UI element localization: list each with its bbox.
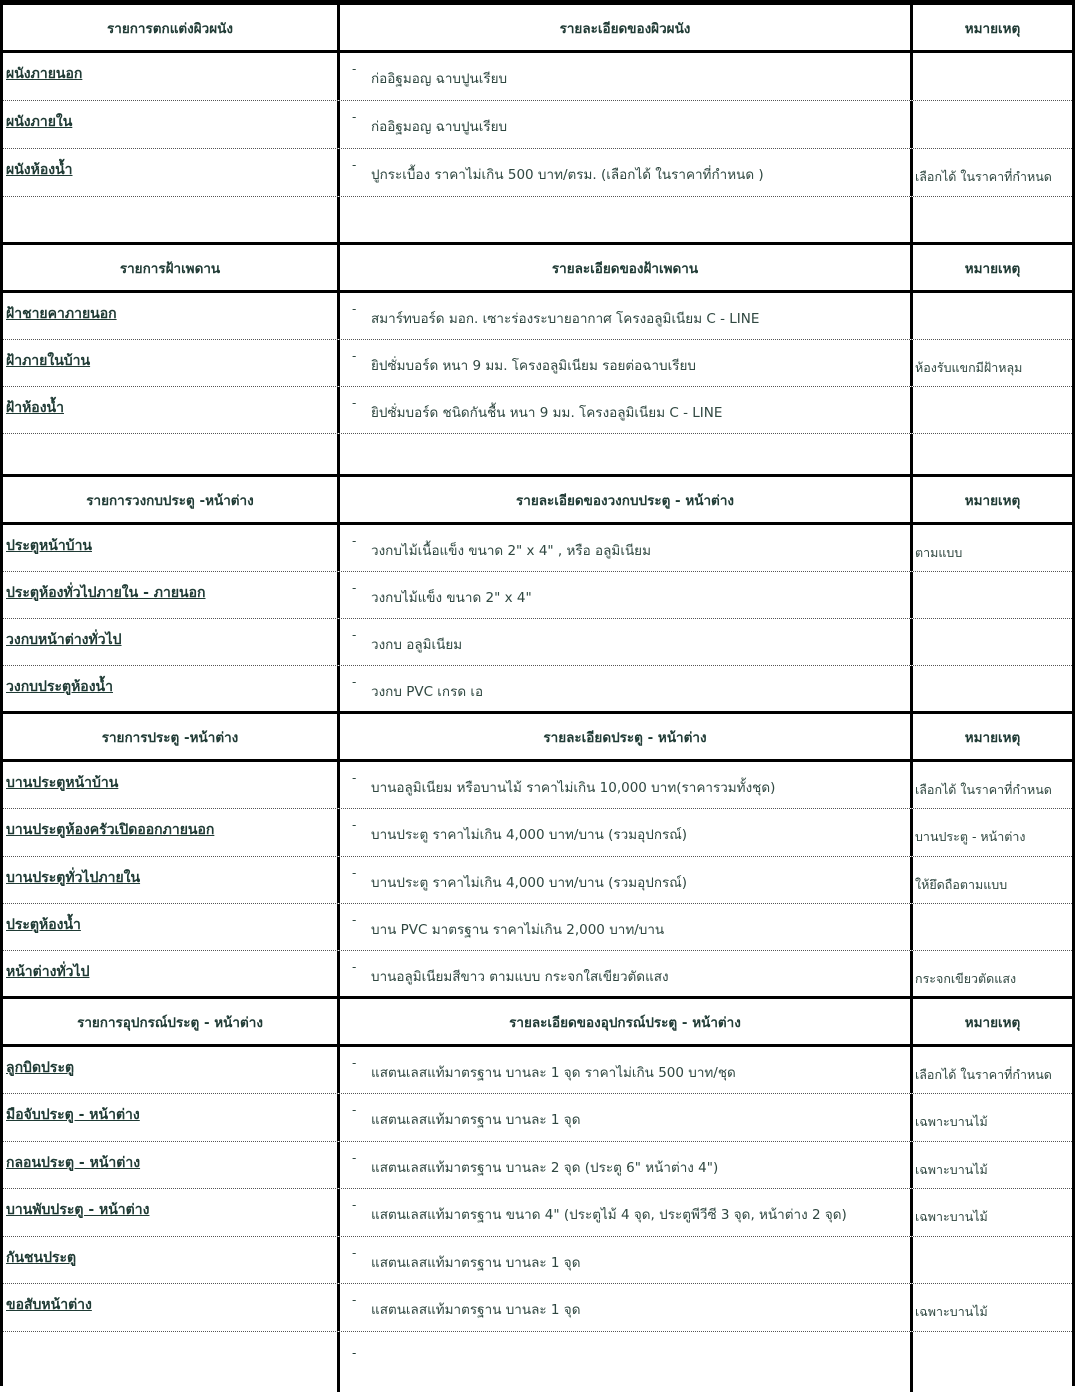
table-row <box>3 809 1072 857</box>
column-header-item: รายการวงกบประตู -หน้าต่าง <box>86 492 254 509</box>
bullet-dash: - <box>352 818 357 832</box>
item-note: เฉพาะบานไม้ <box>910 1142 1072 1188</box>
table-row <box>3 857 1072 904</box>
item-label: ลูกบิดประตู <box>6 1060 75 1076</box>
item-label: ประตูหน้าบ้าน <box>6 538 92 554</box>
item-detail: -วงกบไม้แข็ง ขนาด 2" x 4" <box>337 572 910 618</box>
table-row <box>3 666 1072 714</box>
item-note <box>910 619 1072 665</box>
table-row <box>3 340 1072 387</box>
item-label: มือจับประตู - หน้าต่าง <box>6 1107 140 1123</box>
column-header-note: หมายเหตุ <box>910 5 1072 50</box>
table-row <box>3 293 1072 340</box>
item-note: ให้ยึดถือตามแบบ <box>910 857 1072 903</box>
column-header-detail: รายละเอียดประตู - หน้าต่าง <box>337 714 910 759</box>
item-detail: -บาน PVC มาตรฐาน ราคาไม่เกิน 2,000 บาท/บาน <box>337 904 910 950</box>
item-note: เลือกได้ ในราคาที่กำหนด <box>910 762 1072 808</box>
section-header-hardware <box>3 999 1072 1047</box>
column-header-detail: รายละเอียดของวงกบประตู - หน้าต่าง <box>337 477 910 522</box>
column-header-detail: รายละเอียดของฝ้าเพดาน <box>337 245 910 290</box>
item-detail: -แสตนเลสแท้มาตรฐาน ขนาด 4" (ประตูไม้ 4 จุด, ประตูพีวีซี 3 จุด, หน้าต่าง 2 จุด) <box>337 1189 910 1236</box>
table-row <box>3 525 1072 572</box>
empty-row <box>3 1332 1072 1392</box>
item-note: เฉพาะบานไม้ <box>910 1189 1072 1236</box>
item-detail: -แสตนเลสแท้มาตรฐาน บานละ 1 จุด ราคาไม่เกิน 500 บาท/ชุด <box>337 1047 910 1093</box>
section-header-ceilings <box>3 245 1072 293</box>
column-header-note: หมายเหตุ <box>910 999 1072 1044</box>
item-label: กลอนประตู - หน้าต่าง <box>6 1155 141 1171</box>
empty-row <box>3 434 1072 477</box>
bullet-dash: - <box>352 771 357 785</box>
table-row <box>3 1284 1072 1332</box>
item-note <box>910 1237 1072 1283</box>
bullet-dash: - <box>352 1246 357 1260</box>
item-detail: -บานอลูมิเนียม หรือบานไม้ ราคาไม่เกิน 10,000 บาท(ราคารวมทั้งชุด) <box>337 762 910 808</box>
item-note: เฉพาะบานไม้ <box>910 1284 1072 1331</box>
column-header-item: รายการประตู -หน้าต่าง <box>101 729 239 746</box>
bullet-dash: - <box>352 581 357 595</box>
item-label: ฝ้าห้องน้ำ <box>6 400 64 416</box>
item-label: ฝ้าชายคาภายนอก <box>6 306 117 322</box>
bullet-dash: - <box>352 396 357 410</box>
item-note <box>910 293 1072 339</box>
item-note: บานประตู - หน้าต่าง <box>910 809 1072 856</box>
bullet-dash: - <box>352 1103 357 1117</box>
item-label: วงกบหน้าต่างทั่วไป <box>6 632 122 648</box>
item-note <box>910 53 1072 100</box>
item-label: ผนังภายนอก <box>6 66 83 82</box>
table-row <box>3 1237 1072 1284</box>
item-note: เฉพาะบานไม้ <box>910 1094 1072 1141</box>
column-header-note: หมายเหตุ <box>910 245 1072 290</box>
item-detail: -แสตนเลสแท้มาตรฐาน บานละ 1 จุด <box>337 1284 910 1331</box>
bullet-dash: - <box>352 158 357 172</box>
item-detail: -ยิปซั่มบอร์ด ชนิดกันชื้น หนา 9 มม. โครงอลูมิเนียม C - LINE <box>337 387 910 433</box>
item-note <box>910 572 1072 618</box>
table-row <box>3 572 1072 619</box>
table-row <box>3 619 1072 666</box>
item-label: บานประตูห้องครัวเปิดออกภายนอก <box>6 822 215 838</box>
table-row <box>3 1189 1072 1237</box>
item-detail: -แสตนเลสแท้มาตรฐาน บานละ 2 จุด (ประตู 6" หน้าต่าง 4") <box>337 1142 910 1188</box>
item-label: ประตูห้องทั่วไปภายใน - ภายนอก <box>6 585 206 601</box>
item-note: ห้องรับแขกมีฝ้าหลุม <box>910 340 1072 386</box>
column-header-detail: รายละเอียดของผิวผนัง <box>337 5 910 50</box>
column-header-item: รายการอุปกรณ์ประตู - หน้าต่าง <box>77 1014 263 1031</box>
item-detail: -สมาร์ทบอร์ด มอก. เซาะร่องระบายอากาศ โครงอลูมิเนียม C - LINE <box>337 293 910 339</box>
bullet-dash: - <box>352 62 357 76</box>
bullet-dash: - <box>352 1293 357 1307</box>
item-label: ขอสับหน้าต่าง <box>6 1297 92 1313</box>
item-note <box>910 904 1072 950</box>
table-row <box>3 762 1072 809</box>
item-detail: -วงกบ อลูมิเนียม <box>337 619 910 665</box>
item-detail: -ก่ออิฐมอญ ฉาบปูนเรียบ <box>337 53 910 100</box>
item-detail: -วงกบไม้เนื้อแข็ง ขนาด 2" x 4" , หรือ อลูมิเนียม <box>337 525 910 571</box>
item-detail: -แสตนเลสแท้มาตรฐาน บานละ 1 จุด <box>337 1237 910 1283</box>
bullet-dash: - <box>352 302 357 316</box>
column-header-detail: รายละเอียดของอุปกรณ์ประตู - หน้าต่าง <box>337 999 910 1044</box>
item-detail: -แสตนเลสแท้มาตรฐาน บานละ 1 จุด <box>337 1094 910 1141</box>
item-detail: -ก่ออิฐมอญ ฉาบปูนเรียบ <box>337 101 910 148</box>
item-label: ผนังภายใน <box>6 114 73 130</box>
item-label: บานประตูหน้าบ้าน <box>6 775 119 791</box>
item-note <box>910 666 1072 711</box>
table-row <box>3 1047 1072 1094</box>
item-detail: -ปูกระเบื้อง ราคาไม่เกิน 500 บาท/ตรม. (เลือกได้ ในราคาที่กำหนด ) <box>337 149 910 196</box>
section-header-walls <box>3 5 1072 53</box>
table-row <box>3 904 1072 951</box>
bullet-dash: - <box>352 349 357 363</box>
table-row <box>3 1094 1072 1142</box>
column-header-note: หมายเหตุ <box>910 477 1072 522</box>
bullet-dash: - <box>352 534 357 548</box>
item-detail: -บานประตู ราคาไม่เกิน 4,000 บาท/บาน (รวมอุปกรณ์) <box>337 857 910 903</box>
table-row <box>3 149 1072 197</box>
bullet-dash: - <box>352 1056 357 1070</box>
bullet-dash: - <box>352 960 357 974</box>
table-row <box>3 387 1072 434</box>
section-header-frames <box>3 477 1072 525</box>
table-row <box>3 1142 1072 1189</box>
bullet-dash: - <box>352 675 357 689</box>
item-note: กระจกเขียวตัดแสง <box>910 951 1072 996</box>
item-label: ประตูห้องน้ำ <box>6 917 81 933</box>
item-detail: -บานประตู ราคาไม่เกิน 4,000 บาท/บาน (รวมอุปกรณ์) <box>337 809 910 856</box>
bullet-dash: - <box>352 913 357 927</box>
column-header-note: หมายเหตุ <box>910 714 1072 759</box>
item-note <box>910 101 1072 148</box>
bullet-dash: - <box>352 628 357 642</box>
item-note <box>910 387 1072 433</box>
item-note: เลือกได้ ในราคาที่กำหนด <box>910 1047 1072 1093</box>
column-header-item: รายการฝ้าเพดาน <box>119 260 221 277</box>
item-detail: -วงกบ PVC เกรด เอ <box>337 666 910 711</box>
item-note: เลือกได้ ในราคาที่กำหนด <box>910 149 1072 196</box>
item-label: ผนังห้องน้ำ <box>6 162 73 178</box>
table-row <box>3 53 1072 101</box>
section-header-doors-windows <box>3 714 1072 762</box>
item-label: บานประตูทั่วไปภายใน <box>6 870 141 886</box>
table-row <box>3 951 1072 999</box>
bullet-dash: - <box>352 866 357 880</box>
item-label: กันชนประตู <box>6 1250 77 1266</box>
item-detail: -ยิปซั่มบอร์ด หนา 9 มม. โครงอลูมิเนียม รอยต่อฉาบเรียบ <box>337 340 910 386</box>
table-row <box>3 101 1072 149</box>
bullet-dash: - <box>352 1346 357 1360</box>
item-label: ฝ้าภายในบ้าน <box>6 353 91 369</box>
empty-row <box>3 197 1072 245</box>
bullet-dash: - <box>352 110 357 124</box>
column-header-item: รายการตกแต่งผิวผนัง <box>107 20 233 37</box>
item-label: บานพับประตู - หน้าต่าง <box>6 1202 150 1218</box>
bullet-dash: - <box>352 1151 357 1165</box>
item-note: ตามแบบ <box>910 525 1072 571</box>
item-label: วงกบประตูห้องน้ำ <box>6 679 113 695</box>
item-label: หน้าต่างทั่วไป <box>6 964 90 980</box>
bullet-dash: - <box>352 1198 357 1212</box>
item-detail: -บานอลูมิเนียมสีขาว ตามแบบ กระจกใสเขียวตัดแสง <box>337 951 910 996</box>
